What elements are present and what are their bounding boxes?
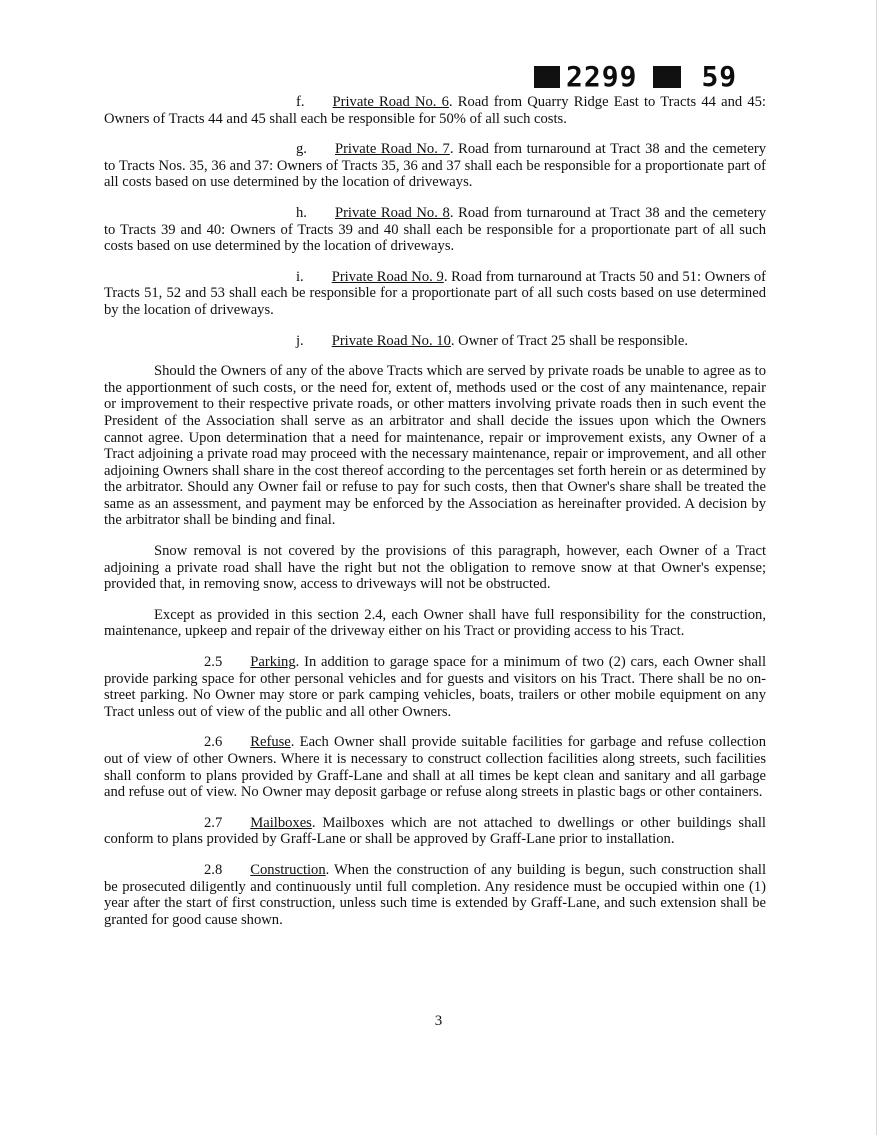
paragraph-j [104, 333, 766, 350]
section-number: 2.6 [204, 734, 223, 751]
paragraph-label: g. [296, 141, 307, 158]
section-text: . In addition to garage space for a minimum of two (2) cars, each Owner shall provide parking space for other personal vehicles and for guests and visitors on his Tract. There shall be no on-street parking. No Owner may store or park camping vehicles, boats, trailers or other mobile equipment on any Tract unless out of view of the public and all other Owners. [104, 654, 766, 720]
paragraph-label: i. [296, 268, 304, 285]
section-heading: Refuse [250, 734, 291, 751]
stamp-block-left [534, 66, 560, 88]
document-body [104, 94, 766, 942]
section-heading: Mailboxes [250, 814, 312, 831]
stamp-page-number: 59 [701, 60, 738, 93]
section-2-5-parking [104, 654, 766, 720]
paragraph-snow-removal [104, 543, 766, 593]
paragraph-arbitration [104, 363, 766, 529]
section-number: 2.8 [204, 861, 223, 878]
paragraph-heading: Private Road No. 9 [331, 268, 444, 285]
paragraph-label: j. [296, 332, 304, 349]
paragraph-heading: Private Road No. 8 [334, 204, 450, 221]
paragraph-text: . Road from turnaround at Tracts 50 and 51: Owners of Tracts 51, 52 and 53 shall each be responsible for a proportionate part of all such costs based on use determined by the location of driveways. [104, 268, 767, 318]
section-2-8-construction [104, 862, 766, 928]
paragraph-label: h. [296, 204, 307, 221]
paragraph-driveway [104, 607, 766, 640]
section-text: . Each Owner shall provide suitable facilities for garbage and refuse collection out of view of other Owners. Where it is necessary to construct collection facilities along streets, such facilities shall conform to plans provided by Graff-Lane and shall at all times be kept clean and sanitary and all garbage and refuse out of view. No Owner may deposit garbage or refuse along streets in plastic bags or other containers. [104, 734, 766, 801]
paragraph-text: . Owner of Tract 25 shall be responsible. [450, 332, 688, 349]
paragraph-h [104, 205, 766, 255]
section-text: . Mailboxes which are not attached to dwellings or other buildings shall conform to plans provided by Graff-Lane or shall be approved by Graff-Lane prior to installation. [104, 814, 766, 848]
paragraph-heading: Private Road No. 6 [332, 94, 449, 110]
section-2-7-mailboxes [104, 815, 766, 848]
paragraph-text: . Road from turnaround at Tract 38 and the cemetery to Tracts Nos. 35, 36 and 37: Owners of Tracts 35, 36 and 37 shall each be responsible for a proportionate part of all costs based on use determined by the location of driveways. [104, 141, 766, 191]
paragraph-text: . Road from turnaround at Tract 38 and the cemetery to Tracts 39 and 40: Owners of Tracts 39 and 40 shall each be responsible for a proportionate part of all such costs based on use determined by the location of driveways. [104, 204, 766, 255]
paragraph-heading: Private Road No. 7 [334, 141, 450, 158]
recording-stamp [534, 60, 737, 93]
stamp-block-right [653, 66, 681, 88]
paragraph-text: Except as provided in this section 2.4, each Owner shall have full responsibility for the construction, maintenance, upkeep and repair of the driveway either on his Tract or providing access to his Tract. [104, 606, 766, 640]
section-number: 2.7 [204, 814, 223, 831]
paragraph-text: . Road from Quarry Ridge East to Tracts 44 and 45: Owners of Tracts 44 and 45 shall each be responsible for 50% of all such costs. [104, 94, 766, 127]
paragraph-g [104, 141, 766, 191]
paragraph-text: Should the Owners of any of the above Tracts which are served by private roads be unable to agree as to the apportionment of such costs, or the need for, extent of, methods used or the cost of any maintenance, repair or improvement to their respective private roads, or other matters involving private roads then in such event the President of the Association shall serve as an arbitrator and shall decide the issues upon which the Owners cannot agree. Upon determination that a need for maintenance, repair or improvement exists, any Owner of a Tract adjoining a private road may proceed with the necessary maintenance, repair or improvement, and all other adjoining Owners shall share in the cost thereof according to the percentages set forth herein or as determined by the arbitrator. Should any Owner fail or refuse to pay for such costs, then that Owner's share shall be treated the same as an assessment, and payment may be enforced by the Association as hereinafter provided. A decision by the arbitrator shall be binding and final. [104, 363, 766, 529]
paragraph-heading: Private Road No. 10 [331, 332, 451, 349]
paragraph-f [104, 94, 766, 127]
paragraph-text: Snow removal is not covered by the provisions of this paragraph, however, each Owner of a Tract adjoining a private road shall have the right but not the obligation to remove snow at that Owner's expense; provided that, in removing snow, access to driveways will not be obstructed. [104, 543, 766, 593]
section-heading: Parking [250, 654, 296, 671]
paragraph-label: f. [296, 94, 305, 110]
section-heading: Construction [250, 861, 326, 878]
section-number: 2.5 [204, 654, 223, 671]
stamp-book-number: 2299 [566, 60, 638, 93]
section-2-6-refuse [104, 734, 766, 800]
page-number: 3 [434, 1013, 443, 1029]
section-text: . When the construction of any building is begun, such construction shall be prosecuted diligently and continuously until full completion. Any residence must be occupied within one (1) year after the start of first construction, unless such time is extended by Graff-Lane, and such extension shall be granted for good cause shown. [104, 861, 766, 928]
paragraph-i [104, 269, 766, 319]
